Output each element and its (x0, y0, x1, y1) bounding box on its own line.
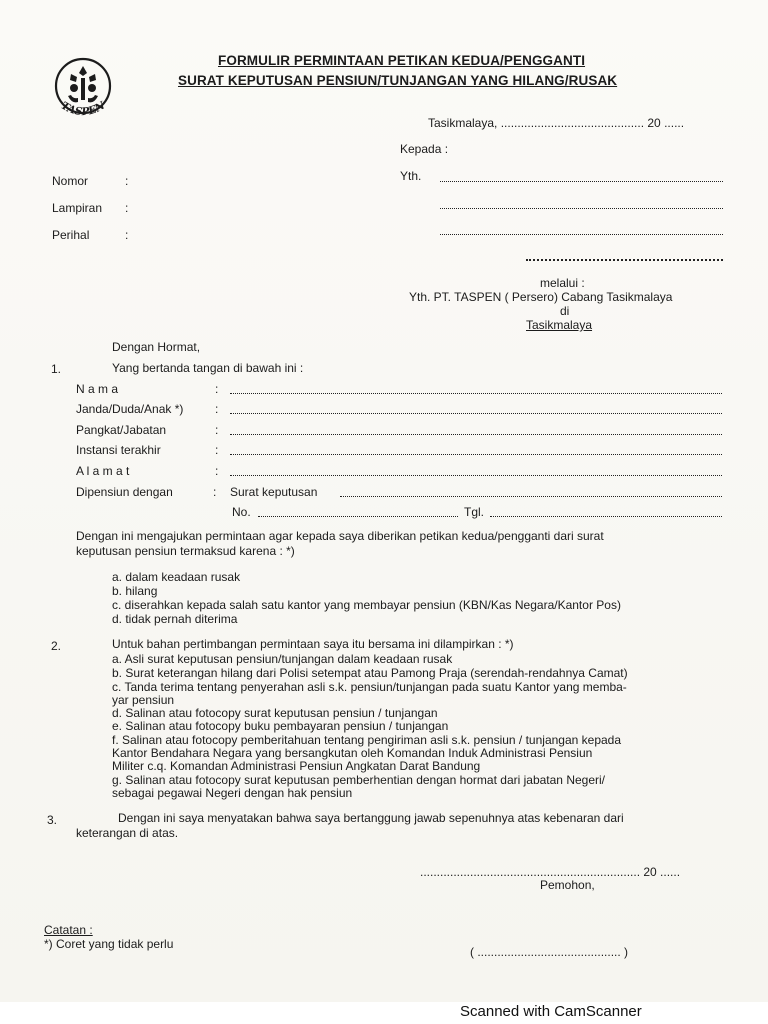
attachment-g: g. Salinan atau fotocopy surat keputusan pemberhentian dengan hormat dari jabatan Negeri/ (112, 773, 605, 787)
addressee-line-2[interactable] (440, 208, 723, 209)
surat-keputusan-label: Surat keputusan (230, 485, 318, 499)
attachment-a: a. Asli surat keputusan pensiun/tunjangan dalam keadaan rusak (112, 652, 453, 666)
camscanner-watermark: Scanned with CamScanner (460, 1003, 642, 1020)
section-2-number: 2. (51, 639, 62, 653)
attachment-f: f. Salinan atau fotocopy pemberitahuan tentang pengiriman asli s.k. pensiun / tunjangan kepada (112, 733, 622, 747)
section-1-text: Yang bertanda tangan di bawah ini : (112, 361, 304, 375)
section-1-number: 1. (51, 362, 62, 376)
greeting: Dengan Hormat, (112, 340, 201, 354)
scanner-footer-strip (0, 1002, 768, 1024)
no-input[interactable] (258, 516, 458, 517)
attachment-f-cont-1: Kantor Bendahara Negara yang bersangkutan oleh Komandan Induk Administrasi Pensiun (112, 746, 593, 760)
field-janda-label: Janda/Duda/Anak *) (76, 402, 184, 416)
catatan-label: Catatan : (44, 923, 93, 937)
field-alamat-input[interactable] (230, 475, 722, 476)
place-date-line: Tasikmalaya, ........................................... 20 ...... (428, 116, 685, 130)
tgl-label: Tgl. (464, 505, 485, 519)
field-pangkat-colon: : (215, 423, 219, 437)
surat-keputusan-input[interactable] (340, 496, 722, 497)
field-instansi-label: Instansi terakhir (76, 443, 161, 457)
perihal-colon: : (125, 228, 129, 242)
branch-name: Yth. PT. TASPEN ( Persero) Cabang Tasikmalaya (409, 290, 673, 304)
branch-city: Tasikmalaya (526, 318, 593, 332)
field-nama-colon: : (215, 382, 219, 396)
field-dipensiun-colon: : (213, 485, 217, 499)
di-label: di (560, 304, 570, 318)
lampiran-colon: : (125, 201, 129, 215)
attachment-e: e. Salinan atau fotocopy buku pembayaran pensiun / tunjangan (112, 719, 449, 733)
field-alamat-label: A l a m a t (76, 464, 130, 478)
addressee-line-1[interactable] (440, 181, 723, 182)
field-nama-label: N a m a (76, 382, 119, 396)
signature-date-line[interactable]: .................................................................. 20 ...... (420, 865, 681, 879)
tgl-input[interactable] (490, 516, 722, 517)
pemohon-label: Pemohon, (540, 878, 595, 892)
nomor-label: Nomor (52, 174, 89, 188)
section-3-number: 3. (47, 813, 58, 827)
taspen-logo (44, 52, 122, 130)
field-nama-input[interactable] (230, 393, 722, 394)
reason-b: b. hilang (112, 584, 158, 598)
svg-text:TASPEN: TASPEN (58, 99, 108, 119)
addressee-line-3[interactable] (440, 234, 723, 235)
attachment-d: d. Salinan atau fotocopy surat keputusan pensiun / tunjangan (112, 706, 438, 720)
attachment-g-cont: sebagai pegawai Negeri dengan hak pensiun (112, 786, 353, 800)
attachment-c-cont: yar pensiun (112, 693, 175, 707)
no-label: No. (232, 505, 251, 519)
reason-a: a. dalam keadaan rusak (112, 570, 241, 584)
kepada-label: Kepada : (400, 142, 449, 156)
reason-c: c. diserahkan kepada salah satu kantor yang membayar pensiun (KBN/Kas Negara/Kantor Pos) (112, 598, 621, 612)
section-3-line-2: keterangan di atas. (76, 826, 179, 840)
coret-note: *) Coret yang tidak perlu (44, 937, 174, 951)
perihal-label: Perihal (52, 228, 90, 242)
melalui-label: melalui : (540, 276, 585, 290)
form-title-line1: FORMULIR PERMINTAAN PETIKAN KEDUA/PENGGANTI (218, 53, 586, 68)
request-line-2: keputusan pensiun termaksud karena : *) (76, 544, 295, 558)
field-alamat-colon: : (215, 464, 219, 478)
field-dipensiun-label: Dipensiun dengan (76, 485, 173, 499)
attachment-f-cont-2: Militer c.q. Komandan Administrasi Pensiun Angkatan Darat Bandung (112, 759, 481, 773)
field-instansi-colon: : (215, 443, 219, 457)
section-2-text: Untuk bahan pertimbangan permintaan saya itu bersama ini dilampirkan : *) (112, 637, 514, 651)
reason-d: d. tidak pernah diterima (112, 612, 238, 626)
lampiran-label: Lampiran (52, 201, 103, 215)
nomor-colon: : (125, 174, 129, 188)
field-pangkat-label: Pangkat/Jabatan (76, 423, 167, 437)
addressee-line-4[interactable] (526, 259, 723, 261)
field-pangkat-input[interactable] (230, 434, 722, 435)
attachment-b: b. Surat keterangan hilang dari Polisi setempat atau Pamong Praja (serendah-rendahnya Camat) (112, 666, 628, 680)
section-3-line-1: Dengan ini saya menyatakan bahwa saya bertanggung jawab sepenuhnya atas kebenaran dari (118, 811, 624, 825)
field-instansi-input[interactable] (230, 454, 722, 455)
form-title-line2: SURAT KEPUTUSAN PENSIUN/TUNJANGAN YANG HILANG/RUSAK (178, 73, 618, 88)
yth-label: Yth. (400, 169, 422, 183)
signature-name-line[interactable]: ( ........................................... ) (470, 945, 629, 959)
attachment-c: c. Tanda terima tentang penyerahan asli s.k. pensiun/tunjangan pada suatu Kantor yang memba- (112, 680, 627, 694)
request-line-1: Dengan ini mengajukan permintaan agar kepada saya diberikan petikan kedua/pengganti dari surat (76, 529, 604, 543)
field-janda-input[interactable] (230, 413, 722, 414)
field-janda-colon: : (215, 402, 219, 416)
